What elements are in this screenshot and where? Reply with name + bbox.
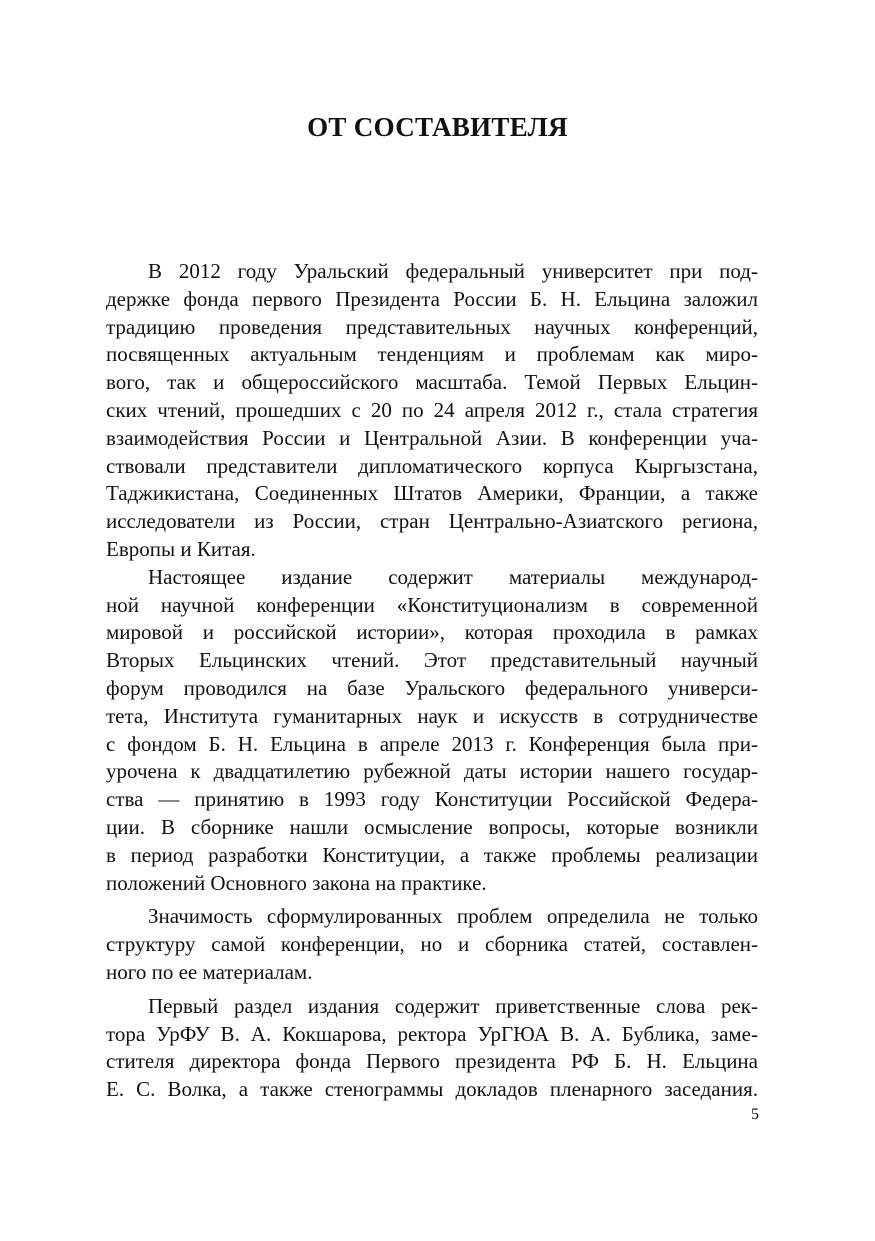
body-text xyxy=(106,258,758,1104)
text-line: структуру самой конференции, но и сборника статей, составлен- xyxy=(106,932,758,957)
text-line: взаимодействия России и Центральной Азии. В конференции уча- xyxy=(106,425,758,450)
text-line: исследователи из России, стран Центрально-Азиатского региона, xyxy=(106,509,758,534)
text-line: ного по ее материалам. xyxy=(106,959,313,984)
text-line: традицию проведения представительных научных конференций, xyxy=(106,314,758,339)
text-line: посвященных актуальным тенденциям и проблемам как миро- xyxy=(106,342,758,367)
text-line: Е. С. Волка, а также стенограммы докладов пленарного заседания. xyxy=(106,1077,758,1102)
text-line: В 2012 году Уральский федеральный университет при под- xyxy=(148,259,758,283)
text-line: урочена к двадцатилетию рубежной даты истории нашего государ- xyxy=(106,759,758,784)
text-line: вого, так и общероссийского масштаба. Темой Первых Ельцин- xyxy=(106,370,758,395)
text-line: Значимость сформулированных проблем определила не только xyxy=(148,904,758,929)
text-line: ства — принятию в 1993 году Конституции Российской Федера- xyxy=(106,787,758,812)
text-line: в период разработки Конституции, а также проблемы реализации xyxy=(106,842,758,867)
text-line: держке фонда первого Президента России Б. Н. Ельцина заложил xyxy=(106,286,758,311)
text-line: тора УрФУ В. А. Кокшарова, ректора УрГЮА В. А. Бублика, заме- xyxy=(106,1021,758,1046)
text-line: Таджикистана, Соединенных Штатов Америки, Франции, а также xyxy=(106,481,758,506)
text-line: с фондом Б. Н. Ельцина в апреле 2013 г. Конференция была при- xyxy=(106,731,758,756)
paragraph-2 xyxy=(106,564,758,898)
text-line: ских чтений, прошедших с 20 по 24 апреля 2012 г., стала стратегия xyxy=(106,397,758,422)
text-line: Европы и Китая. xyxy=(106,536,256,561)
text-line: ной научной конференции «Конституционализм в современной xyxy=(106,592,758,617)
page-title: ОТ СОСТАВИТЕЛЯ xyxy=(307,112,568,142)
paragraph-1 xyxy=(106,258,758,564)
text-line: тета, Института гуманитарных наук и искусств в сотрудничестве xyxy=(106,703,758,728)
paragraph-4 xyxy=(106,993,758,1104)
text-line: ции. В сборнике нашли осмысление вопросы, которые возникли xyxy=(106,814,758,839)
text-line: положений Основного закона на практике. xyxy=(106,870,487,895)
text-line: ствовали представители дипломатического корпуса Кыргызстана, xyxy=(106,453,758,478)
text-line: стителя директора фонда Первого президента РФ Б. Н. Ельцина xyxy=(106,1049,758,1074)
text-line: Вторых Ельцинских чтений. Этот представительный научный xyxy=(106,648,758,673)
text-line: мировой и российской истории», которая проходила в рамках xyxy=(106,620,758,645)
text-line: форум проводился на базе Уральского федерального универси- xyxy=(106,675,758,700)
page-number: 5 xyxy=(751,1106,759,1123)
text-line: Первый раздел издания содержит приветственные слова рек- xyxy=(148,993,758,1018)
text-line: Настоящее издание содержит материалы международ- xyxy=(148,564,758,589)
paragraph-3 xyxy=(106,903,758,986)
